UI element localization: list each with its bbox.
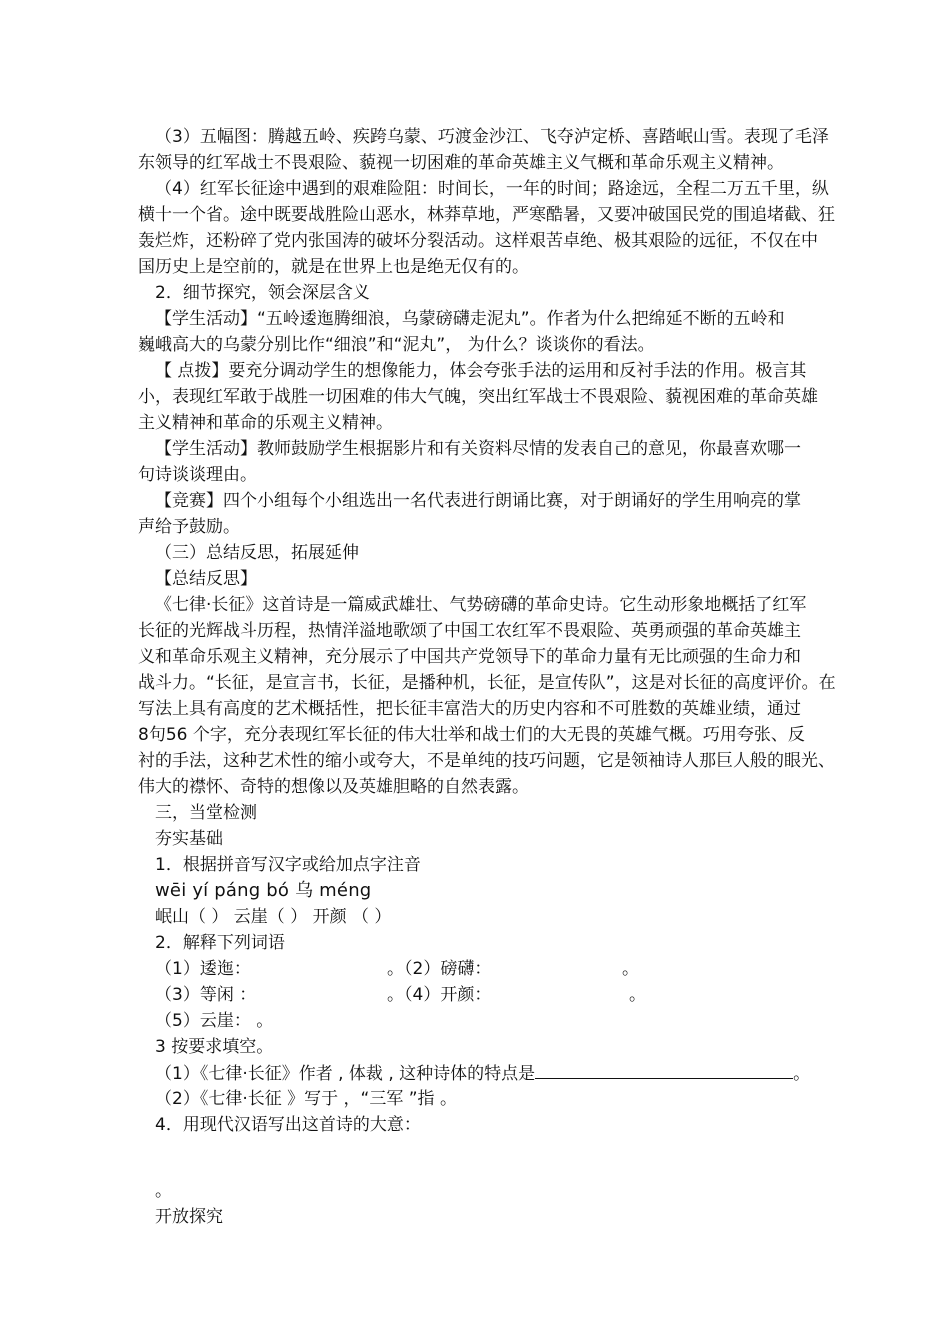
summary-line-4: 战斗力。“长征，是宣言书，长征，是播种机，长征，是宣传队”，这是对长征的高度评价。在	[138, 673, 836, 693]
q2-item-2-end: 。	[622, 959, 639, 979]
para4-line-2: 横十一个省。途中既要战胜险山恶水，林莽草地，严寒酷暑，又要冲破国民党的围追堵截、狂	[138, 205, 835, 225]
section3-heading: （三）总结反思，拓展延伸	[155, 543, 359, 563]
question-2-row-2	[155, 982, 865, 1008]
q3-1-blank-line	[535, 1060, 793, 1079]
basics-heading: 夯实基础	[155, 829, 223, 849]
answer-space	[155, 1138, 865, 1178]
pinyin-line: wēi yí páng bó 乌 méng	[155, 880, 372, 901]
answer-period: 。	[155, 1181, 172, 1201]
q3-1-end: 。	[793, 1064, 811, 1084]
contest-line-1: 【竞赛】四个小组每个小组选出一名代表进行朗诵比赛，对于朗诵好的学生用响亮的掌	[155, 491, 801, 511]
summary-line-5: 写法上具有高度的艺术概括性，把长征丰富浩大的历史内容和不可胜数的英雄业绩，通过	[138, 699, 801, 719]
hint-line-1: 【 点拨】要充分调动学生的想像能力，体会夸张手法的运用和反衬手法的作用。极言其	[155, 361, 807, 381]
activity1-line-1: 【学生活动】“五岭逶迤腾细浪，乌蒙磅礴走泥丸”。作者为什么把绵延不断的五岭和	[155, 309, 785, 329]
para4-line-3: 轰烂炸，还粉碎了党内张国涛的破坏分裂活动。这样艰苦卓绝、极其艰险的远征，不仅在中	[138, 231, 818, 251]
question-1: 1．根据拼音写汉字或给加点字注音	[155, 855, 421, 875]
document-body	[138, 124, 865, 1230]
para4-line-4: 国历史上是空前的，就是在世界上也是绝无仅有的。	[138, 257, 529, 277]
summary-line-2: 长征的光辉战斗历程，热情洋溢地歌颂了中国工农红军不畏艰险、英勇顽强的革命英雄主	[138, 621, 801, 641]
para4-line-1: （4）红军长征途中遇到的艰难险阻：时间长，一年的时间；路途远，全程二万五千里，纵	[155, 179, 829, 199]
activity1-line-2: 巍峨高大的乌蒙分别比作“细浪”和“泥丸”， 为什么？谈谈你的看法。	[138, 335, 655, 355]
q2-item-3: （3）等闲 ：	[155, 985, 257, 1005]
summary-label: 【总结反思】	[155, 569, 257, 589]
question-2: 2．解释下列词语	[155, 933, 285, 953]
part3-heading: 三，当堂检测	[155, 803, 257, 823]
question-3-1	[155, 1060, 865, 1086]
summary-line-6: 8句56 个字，充分表现红军长征的伟大壮举和战士们的大无畏的英雄气概。巧用夸张、反	[138, 725, 805, 745]
contest-line-2: 声给予鼓励。	[138, 517, 240, 537]
q2-item-4: 。（4）开颜：	[387, 985, 492, 1005]
activity2-line-2: 句诗谈谈理由。	[138, 465, 257, 485]
q2-item-4-end: 。	[629, 985, 646, 1005]
question-2-row-3: （5）云崖： 。	[155, 1011, 274, 1031]
question-2-row-1	[155, 956, 865, 982]
activity2-line-1: 【学生活动】教师鼓励学生根据影片和有关资料尽情的发表自己的意见，你最喜欢哪一	[155, 439, 801, 459]
q2-item-2: 。（2）磅礴：	[387, 959, 492, 979]
summary-line-3: 义和革命乐观主义精神，充分展示了中国共产党领导下的革命力量有无比顽强的生命力和	[138, 647, 801, 667]
summary-line-8: 伟大的襟怀、奇特的想像以及英雄胆略的自然表露。	[138, 777, 529, 797]
summary-line-1: 《七律·长征》这首诗是一篇威武雄壮、气势磅礴的革命史诗。它生动形象地概括了红军	[155, 595, 807, 615]
question-3: 3 按要求填空。	[155, 1037, 274, 1057]
heading-detail-explore: 2．细节探究，领会深层含义	[155, 283, 370, 303]
explore-heading: 开放探究	[155, 1207, 223, 1227]
hint-line-2: 小，表现红军敢于战胜一切困难的伟大气魄，突出红军战士不畏艰险、藐视困难的革命英雄	[138, 387, 818, 407]
question-4: 4．用现代汉语写出这首诗的大意：	[155, 1115, 421, 1135]
hint-line-3: 主义精神和革命的乐观主义精神。	[138, 413, 393, 433]
q2-item-1: （1）逶迤：	[155, 959, 251, 979]
question-3-2: （2）《七律·长征 》写于 ，“三军 ”指 。	[155, 1089, 457, 1109]
q3-1-text: （1）《七律·长征》作者 , 体裁 , 这种诗体的特点是	[155, 1064, 536, 1084]
para3-line-1: （3）五幅图：腾越五岭、疾跨乌蒙、巧渡金沙江、飞夺泸定桥、喜踏岷山雪。表现了毛泽	[155, 127, 829, 147]
para3-line-2: 东领导的红军战士不畏艰险、藐视一切困难的革命英雄主义气概和革命乐观主义精神。	[138, 153, 784, 173]
question-1-items: 岷山（ ） 云崖（ ） 开颜 （ ）	[155, 907, 392, 927]
summary-line-7: 衬的手法，这种艺术性的缩小或夸大，不是单纯的技巧问题，它是领袖诗人那巨人般的眼光、	[138, 751, 835, 771]
